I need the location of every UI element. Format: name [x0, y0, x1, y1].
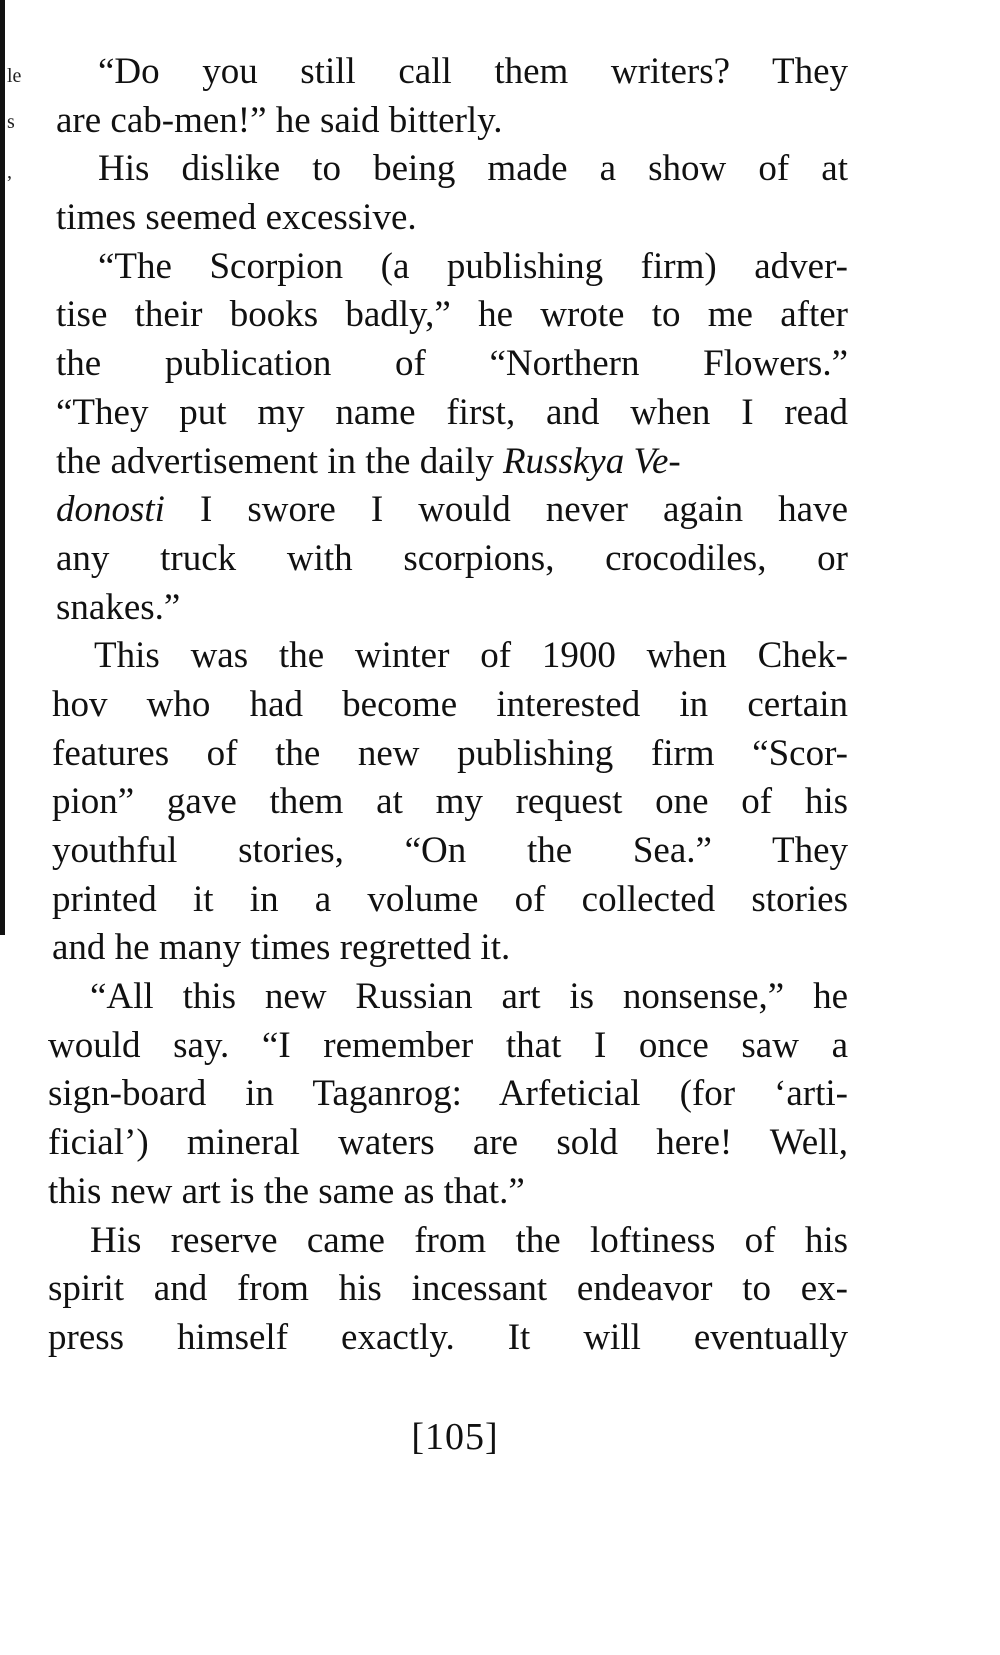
- text-line: would say. “I remember that I once saw a: [48, 1024, 848, 1066]
- newspaper-title: Russkya Ve-: [502, 440, 681, 482]
- text-line: His reserve came from the loftiness of his: [90, 1219, 848, 1261]
- text-line: features of the new publishing firm “Scor-: [52, 732, 848, 774]
- text-line: [56, 486, 848, 535]
- text-line: press himself exactly. It will eventually: [48, 1316, 848, 1358]
- text-line: tise their books badly,” he wrote to me after: [56, 294, 848, 336]
- text-line: the publication of “Northern Flowers.”: [56, 343, 848, 385]
- text-line: hov who had become interested in certain: [52, 683, 848, 725]
- text-line: youthful stories, “On the Sea.” They: [52, 830, 848, 871]
- paragraph-6: [48, 1217, 848, 1363]
- paragraph-3: [56, 243, 848, 633]
- paragraph-1: [56, 48, 848, 145]
- text-line: times seemed excessive.: [56, 197, 417, 239]
- text-line: “The Scorpion (a publishing firm) adver-: [98, 245, 848, 287]
- text-run: I swore I would never again have: [164, 489, 848, 531]
- text-line: this new art is the same as that.”: [48, 1170, 525, 1212]
- margin-fragment: le: [7, 65, 22, 87]
- binding-edge-rule: [0, 0, 5, 935]
- margin-fragment: s: [7, 111, 15, 133]
- text-line: sign-board in Taganrog: Arfeticial (for ‘arti-: [48, 1073, 848, 1115]
- text-run: the advertisement in the daily: [56, 440, 503, 482]
- page-number: [105]: [411, 1416, 499, 1458]
- text-line: His dislike to being made a show of at: [98, 148, 848, 190]
- text-line: “All this new Russian art is nonsense,” he: [90, 976, 848, 1018]
- text-line: “Do you still call them writers? They: [98, 51, 848, 92]
- paragraph-5: [48, 973, 848, 1216]
- paragraph-2: [56, 145, 848, 242]
- margin-fragment: ,: [7, 161, 12, 183]
- text-line: printed it in a volume of collected stories: [52, 878, 848, 920]
- text-line: and he many times regretted it.: [52, 927, 511, 969]
- text-line: This was the winter of 1900 when Chek-: [94, 635, 848, 677]
- text-line: [56, 438, 848, 487]
- paragraph-4: [52, 632, 848, 973]
- body-text: [48, 48, 848, 1363]
- text-line: are cab-men!” he said bitterly.: [56, 99, 503, 141]
- text-line: “They put my name first, and when I read: [56, 391, 848, 433]
- text-line: spirit and from his incessant endeavor to ex-: [48, 1268, 848, 1310]
- text-line: snakes.”: [56, 586, 181, 628]
- text-line: any truck with scorpions, crocodiles, or: [56, 537, 848, 579]
- newspaper-title-continued: donosti: [56, 489, 165, 531]
- text-line: pion” gave them at my request one of his: [52, 781, 848, 823]
- text-line: ficial’) mineral waters are sold here! Well,: [48, 1122, 848, 1164]
